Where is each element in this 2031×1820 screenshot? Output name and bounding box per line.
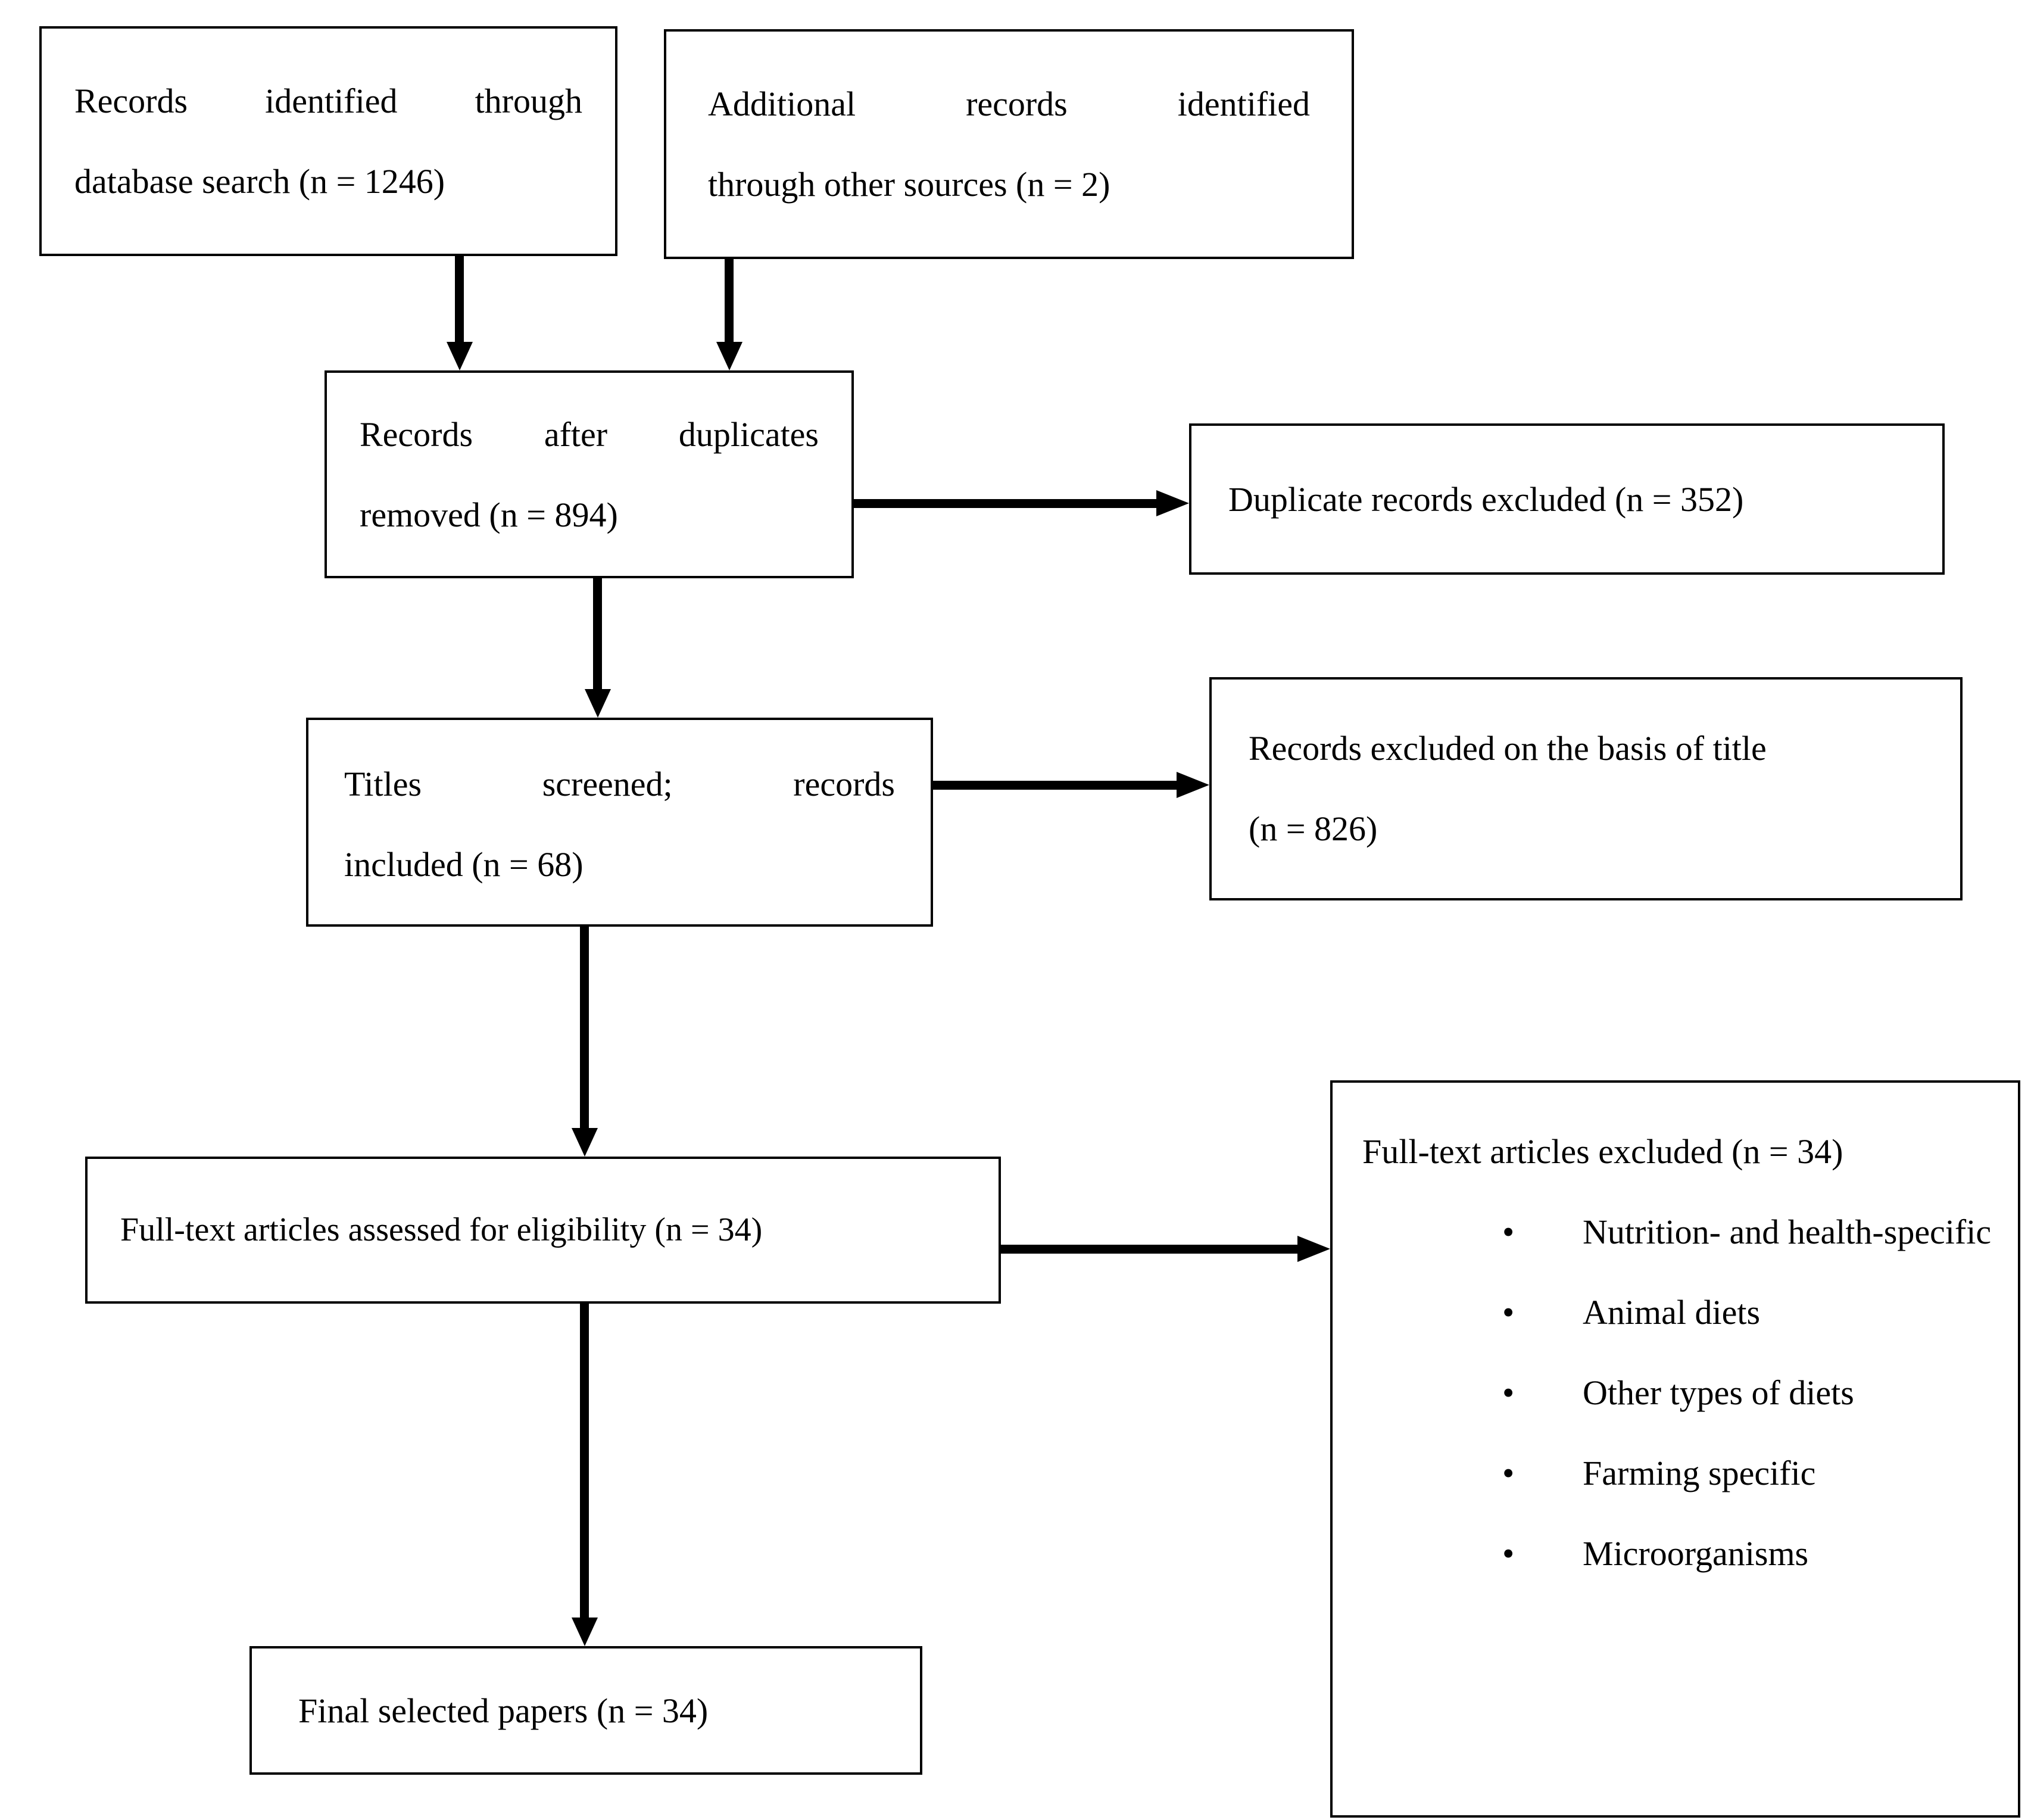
excluded-reason-item: • Farming specific [1502,1433,1994,1513]
box-fulltext-excluded [1330,1080,2020,1818]
arrow-fulltext-to-excluded-head [1297,1236,1330,1262]
arrow-titles-to-fulltext-head [572,1128,598,1157]
box-after-duplicates-line-2: removed (n = 894) [360,495,618,534]
arrow-fulltext-to-excluded-shaft [1000,1245,1299,1254]
excluded-reason-item: • Microorganisms [1502,1513,1994,1594]
arrow-identified-to-dedup-shaft [455,255,464,342]
box-after-duplicates-line-1: Records after duplicates [360,415,819,454]
box-fulltext-assessed [85,1157,1001,1304]
box-additional-records-line-2: through other sources (n = 2) [708,165,1110,204]
arrow-dedup-to-dupexcluded-shaft [853,499,1158,508]
excluded-reason-item: • Other types of diets [1502,1352,1994,1433]
box-title-excluded [1209,677,1963,900]
box-titles-screened-line-2: included (n = 68) [344,845,584,884]
box-additional-records [664,29,1354,259]
excluded-reason-item: • Animal diets [1502,1272,1994,1352]
box-additional-records-line-1: Additional records identified [708,85,1310,123]
box-duplicates-excluded [1189,423,1945,575]
box-title-excluded-line-1: Records excluded on the basis of title [1249,729,1767,768]
arrow-additional-to-dedup-head [716,342,742,370]
arrow-dedup-to-titles-shaft [593,577,602,689]
box-final-selected [249,1646,922,1775]
arrow-titles-to-titleexcluded-shaft [932,781,1178,790]
box-titles-screened [306,718,933,927]
arrow-additional-to-dedup-shaft [725,258,734,342]
box-fulltext-assessed-line-1: Full-text articles assessed for eligibility (n = 34) [120,1211,763,1248]
box-after-duplicates [325,370,854,578]
box-records-identified-line-1: Records identified through [74,82,582,120]
box-final-selected-line-1: Final selected papers (n = 34) [298,1691,709,1730]
arrow-identified-to-dedup-head [447,342,473,370]
arrow-titles-to-titleexcluded-head [1177,772,1209,798]
arrow-fulltext-to-final-shaft [580,1302,589,1618]
box-fulltext-excluded-title: Full-text articles excluded (n = 34) [1362,1132,1843,1171]
arrow-titles-to-fulltext-shaft [580,925,589,1128]
arrow-dedup-to-titles-head [585,689,611,718]
excluded-reason-item: • Nutrition- and health-specific [1502,1192,1994,1272]
box-titles-screened-line-1: Titles screened; records [344,765,895,803]
excluded-reasons-list [1362,1192,1994,1594]
box-records-identified-line-2: database search (n = 1246) [74,162,445,201]
box-title-excluded-line-2: (n = 826) [1249,809,1378,848]
arrow-dedup-to-dupexcluded-head [1156,490,1189,516]
arrow-fulltext-to-final-head [572,1618,598,1646]
box-duplicates-excluded-line-1: Duplicate records excluded (n = 352) [1228,479,1744,519]
box-records-identified [39,26,617,256]
